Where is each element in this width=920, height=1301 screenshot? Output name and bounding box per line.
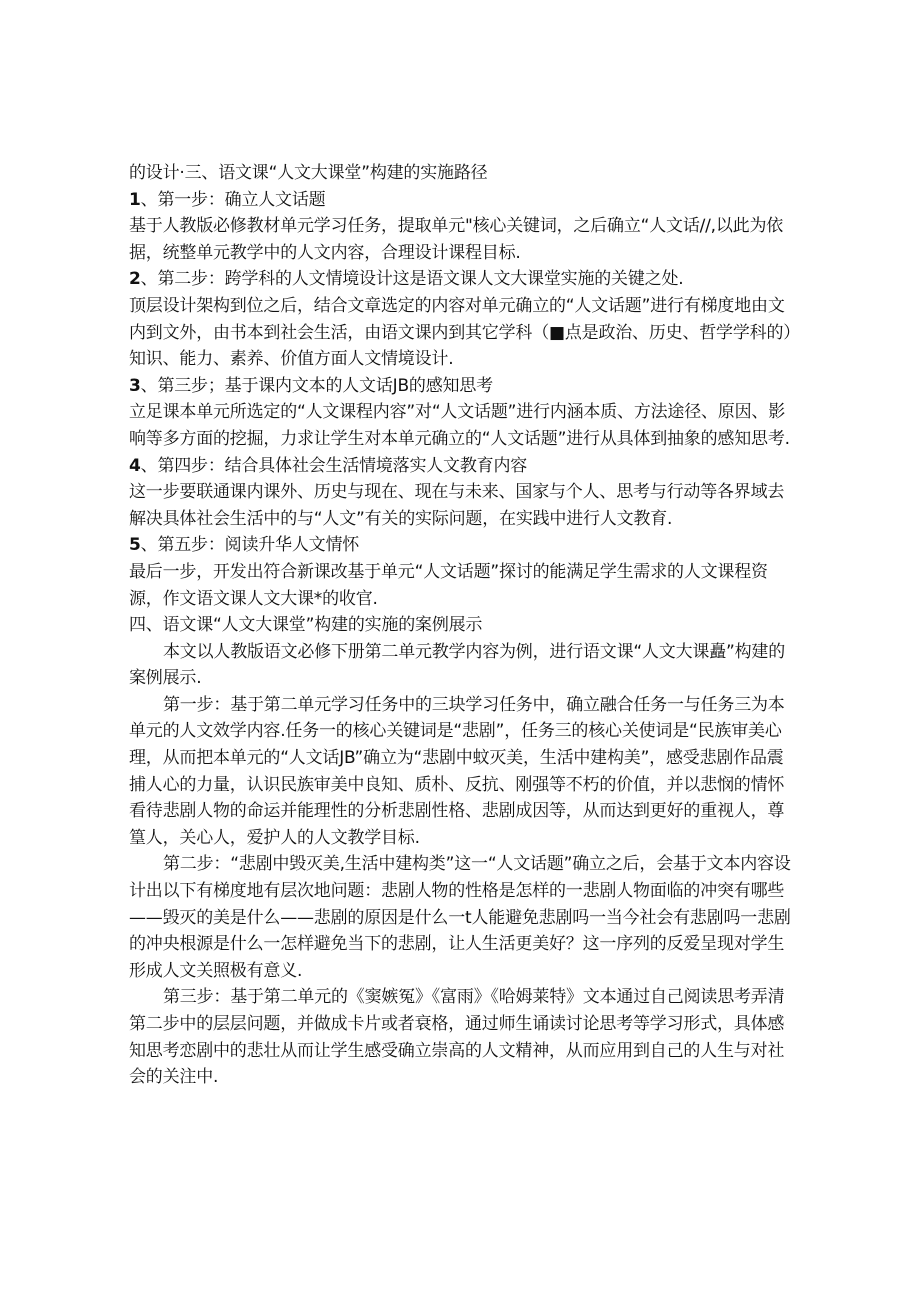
step-heading (129, 373, 797, 400)
step-number: 3 (129, 375, 141, 396)
step-number: 1 (129, 189, 141, 210)
body-paragraph: 这一步要联通课内课外、历史与现在、现在与未来、国家与个人、思考与行动等各界域去解决具体社会生活中的与“人文”有关的实际问题，在实践中进行人文教育. (129, 482, 785, 529)
step-number: 5 (129, 535, 141, 556)
case-paragraph: 第二步：“悲剧中毁灭美,生活中建构类”这一“人文话题”确立之后，会基于文本内容设计出以下有梯度地有层次地问题：悲剧人物的性格是怎样的一悲剧人物面临的冲突有哪些——毁灭的美是什么——悲剧的原因是什么一t人能避免悲剧吗一当今社会有悲剧吗一悲剧的冲央根源是什么一怎样避免当下的悲剧，让人生活更美好？这一序列的反爱呈现对学生形成人文关照极有意义. (129, 854, 791, 981)
case-paragraph: 第三步：基于第二单元的《窦嫉冤》《富雨》《哈姆莱特》文本通过自己阅读思考弄清第二步中的层层问题，并做成卡片或者衰格，通过师生诵读讨论思考等学习形式，具体感知思考恋剧中的悲壮从而让学生感受确立崇高的人文精神，从而应用到自己的人生与对社会的关注中. (129, 987, 785, 1088)
step-number: 2 (129, 269, 141, 290)
body-paragraph: 基于人教版必修教材单元学习任务，提取单元"核心关键词，之后确立“人文话∕∕,以此为依据，统整单元教学中的人文内容，合理设计课程目标. (129, 216, 784, 263)
body-paragraph: 立足课本单元所选定的“人文课程内容”对“人文话题”进行内涵本质、方法途径、原因、影响等多方面的挖掘，力求让学生对本单元确立的“人文话题”进行从具体到抽象的感知思考. (129, 402, 790, 449)
section-heading: 的设计·三、语文课“人文大课堂”构建的实施路径 (129, 163, 488, 183)
step-heading (129, 266, 797, 293)
body-paragraph: 最后一步，开发出符合新课改基于单元“人文话题”探讨的能满足学生需求的人文课程资源，作文语文课人文大课*的收官. (129, 561, 768, 609)
body-paragraph: 顶层设计架构到位之后，结合文章选定的内容对单元确立的“人文话题”进行有梯度地由文内到文外，由书本到社会生活，由语文课内到其它学科（■点是政治、历史、哲学学科的）知识、能力、素养、价值方面人文情境设计. (129, 295, 792, 370)
section-heading: 四、语文课“人文大课堂”构建的实施的案例展示 (129, 615, 483, 636)
step-title: 、第一步：确立人文话题 (140, 189, 326, 210)
step-number: 4 (129, 455, 141, 476)
case-paragraph: 本文以人教版语文必修下册第二单元教学内容为例，进行语文课“人文大课矗”构建的案例展示. (129, 641, 786, 689)
step-title: 、第三步；基于课内文本的人文话JB的感知思考 (140, 375, 493, 396)
step-title: 、第四步：结合具体社会生活情境落实人文教育内容 (140, 455, 528, 476)
document-body (129, 160, 797, 1091)
step-heading (129, 532, 797, 559)
step-title: 、第五步：阅读升华人文情怀 (140, 535, 360, 556)
step-heading (129, 187, 797, 214)
case-paragraph: 第一步：基于第二单元学习任务中的三块学习任务中，确立融合任务一与任务三为本单元的人文效学内容.任务一的核心关键词是“悲剧”，任务三的核心关使词是“民族审美心理，从而把本单元的“人文话JB”确立为“悲剧中蚊灭美，生活中建构美”，感受悲剧作品震捕人心的力量，认识民族审美中良知、质朴、反抗、刚强等不朽的价值，并以悲悯的情怀看待悲剧人物的命运并能理性的分析悲剧性格、悲剧成因等，从而达到更好的重视人，尊篁人，关心人，爱护人的人文教学目标. (129, 694, 785, 848)
step-heading (129, 453, 797, 480)
step-title: 、第二步：跨学科的人文情境设计这是语文课人文大课堂实施的关键之处. (140, 269, 684, 290)
